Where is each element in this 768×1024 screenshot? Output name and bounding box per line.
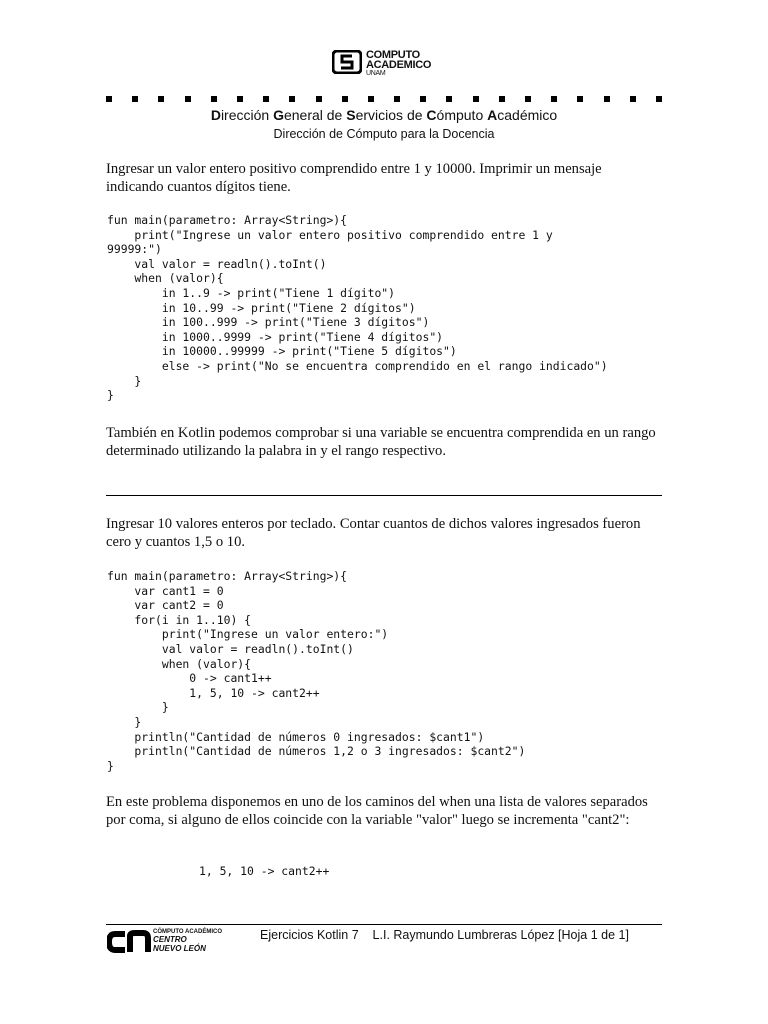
header-title-word: eneral de: [283, 107, 347, 123]
rule-square: [289, 96, 295, 102]
header-title-initial: S: [346, 107, 356, 123]
header-title-word: cadémico: [497, 107, 558, 123]
footer-logo-line2: CENTRO: [153, 935, 187, 944]
exercise2-code-block: fun main(parametro: Array<String>){ var cant1 = 0 var cant2 = 0 for(i in 1..10) { print("Ingrese un valor entero:") val valor = readln().toInt() when (valor){ 0 -> cant1++ 1, 5, 10 -> cant2++ } } println("Cantidad de números 0 ingresados: $cant1") println("Cantidad de números 1,2 o 3 ingresados: $cant2") }: [107, 569, 526, 773]
footer-logo-line3: NUEVO LEÓN: [153, 944, 206, 953]
rule-square: [158, 96, 164, 102]
rule-square: [185, 96, 191, 102]
cn-logo-icon: [107, 930, 151, 954]
rule-square: [342, 96, 348, 102]
rule-square: [211, 96, 217, 102]
rule-square: [604, 96, 610, 102]
rule-square: [132, 96, 138, 102]
rule-square: [630, 96, 636, 102]
rule-square: [420, 96, 426, 102]
logo-line-academico: ACADEMICO: [366, 59, 432, 71]
header-title-word: ómputo: [436, 107, 488, 123]
header-title-initial: C: [426, 107, 437, 123]
header-dotted-rule: [106, 96, 662, 102]
rule-square: [551, 96, 557, 102]
exercise2-note: En este problema disponemos en uno de los caminos del when una lista de valores separados por coma, si alguno de ellos coincide con la variable "valor" luego se incrementa "cant2":: [106, 794, 648, 828]
logo-line-unam: UNAM: [366, 70, 386, 77]
exercise1-statement: Ingresar un valor entero positivo comprendido entre 1 y 10000. Imprimir un mensaje indicando cuantos dígitos tiene.: [106, 161, 602, 195]
exercise1-note: También en Kotlin podemos comprobar si una variable se encuentra comprendida en un rango determinado utilizando la palabra in y el rango respectivo.: [106, 425, 656, 459]
page-header-subtitle: Dirección de Cómputo para la Docencia: [273, 127, 495, 141]
computo-logo-icon: [332, 50, 362, 74]
rule-square: [237, 96, 243, 102]
computo-academico-logo: [332, 46, 442, 76]
exercise1-code-block: fun main(parametro: Array<String>){ print("Ingrese un valor entero positivo comprendido entre 1 y 99999:") val valor = readln().toInt() when (valor){ in 1..9 -> print("Tiene 1 dígito") in 10..99 -> print("Tiene 2 dígitos") in 100..999 -> print("Tiene 3 dígitos") in 1000..9999 -> print("Tiene 4 dígitos") in 10000..99999 -> print("Tiene 5 dígitos") else -> print("No se encuentra comprendido en el rango indicado") } }: [107, 213, 608, 403]
header-title-word: ervicios de: [355, 107, 427, 123]
rule-square: [394, 96, 400, 102]
rule-square: [106, 96, 112, 102]
footer-rule: [106, 924, 662, 925]
header-title-initial: D: [210, 107, 221, 123]
centro-nuevo-leon-logo: [107, 928, 227, 956]
header-title-initial: G: [273, 107, 284, 123]
footer-logo-line1: CÓMPUTO ACADÉMICO: [153, 929, 222, 935]
exercise2-statement: Ingresar 10 valores enteros por teclado. Contar cuantos de dichos valores ingresados fueron cero y cuantos 1,5 o 10.: [106, 516, 641, 550]
rule-square: [316, 96, 322, 102]
section-divider: [106, 495, 662, 496]
rule-square: [577, 96, 583, 102]
rule-square: [368, 96, 374, 102]
header-title-word: irección: [220, 107, 274, 123]
rule-square: [499, 96, 505, 102]
rule-square: [473, 96, 479, 102]
rule-square: [656, 96, 662, 102]
page-header-title: [106, 107, 662, 123]
rule-square: [446, 96, 452, 102]
page-footer-text: Ejercicios Kotlin 7 L.I. Raymundo Lumbreras López [Hoja 1 de 1]: [260, 928, 629, 942]
header-title-initial: A: [487, 107, 498, 123]
rule-square: [525, 96, 531, 102]
logo-line-computo: COMPUTO: [366, 49, 420, 61]
exercise2-code-snippet: 1, 5, 10 -> cant2++: [199, 864, 330, 878]
rule-square: [263, 96, 269, 102]
